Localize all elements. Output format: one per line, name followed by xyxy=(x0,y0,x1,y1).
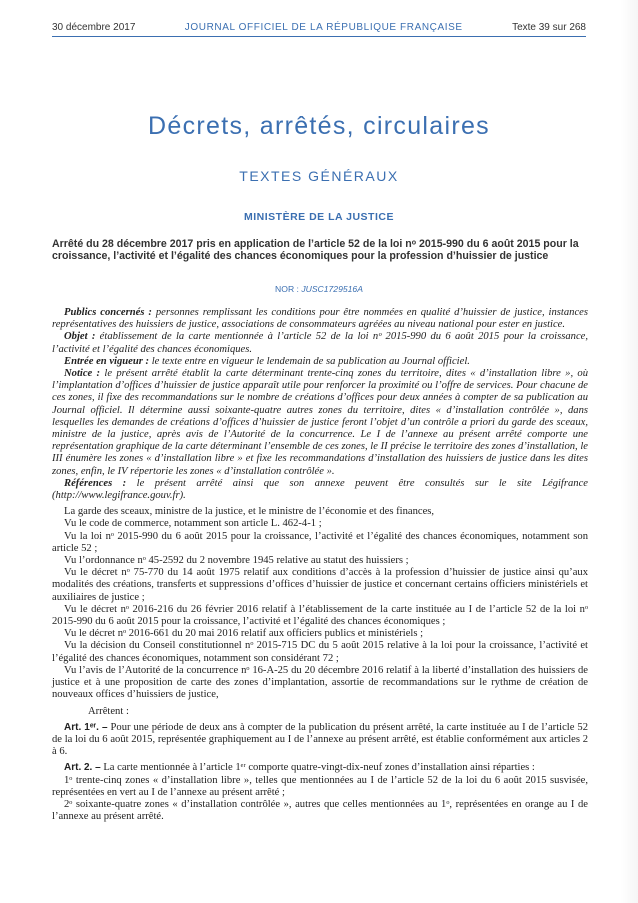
summary-paragraph xyxy=(52,331,588,355)
article-text: La carte mentionnée à l’article 1ᵉʳ comporte quatre-vingt-dix-neuf zones d’installation ainsi réparties : xyxy=(100,762,535,774)
visa-paragraph: Vu le code de commerce, notamment son article L. 462-4-1 ; xyxy=(64,518,322,530)
article-item: 1ᵒ trente-cinq zones « d’installation libre », telles que mentionnées au I de l’article 52 de la loi du 6 août 2015 susvisée, représentées en vert au I de l’annexe au présent arrêté ; xyxy=(52,774,588,798)
document-body xyxy=(52,307,588,823)
summary-paragraph xyxy=(52,356,588,368)
header-divider xyxy=(52,36,586,37)
arrete-title: Arrêté du 28 décembre 2017 pris en application de l’article 52 de la loi nᵒ 2015-990 du 6 août 2015 pour la croissance, l’activité et l’égalité des chances économiques pour la profession d’huissier de justice xyxy=(52,238,579,262)
sub-title: TEXTES GÉNÉRAUX xyxy=(239,168,399,184)
article-label: Art. 1ᵉʳ. – xyxy=(64,721,108,733)
summary-text: le présent arrêté établit la carte déterminant trente-cinq zones du territoire, dites « d’installation libre », où l’implantation d’offices d’huissier de justice apparaît utile pour renforcer la proximité ou l’offre de services. Pour chacune de ces zones, il fixe des recommandations sur le nombre de créations d’offices pour deux années à compter de sa publication au Journal officiel. Il détermine aussi soixante-quatre autres zones du territoire, dites « d’installation contrôlée », dans lesquelles les demandes de créations d’offices d’huissier de justice feront l’objet d’un contrôle a priori du garde des sceaux, ministre de la justice, après avis de l’Autorité de la concurrence. Le I de l’annexe au présent arrêté comporte une représentation graphique de la carte déterminant l’ensemble de ces zones, le II précise le territoire des zones d’installation, le III énumère les zones « d’installation libre » et fixe les recommandations d’installation des huissiers de justice dans les dites zones, enfin, le IV répertorie les zones « d’installation contrôlée ». xyxy=(52,368,588,477)
text-number: Texte 39 sur 268 xyxy=(512,22,586,33)
article-item: 2ᵒ soixante-quatre zones « d’installation contrôlée », autres que celles mentionnées au 1ᵒ, représentées en orange au I de l’annexe au présent arrêté. xyxy=(52,798,588,823)
visa-paragraph: Vu l’avis de l’Autorité de la concurrence nᵒ 16-A-25 du 20 décembre 2016 relatif à la liberté d’installation des huissiers de justice et à une proposition de carte des zones d’implantation, assortie de recommandations sur le rythme de création de nouveaux offices d’huissiers de justice, xyxy=(52,664,588,701)
article-text: Pour une période de deux ans à compter de la publication du présent arrêté, la carte instituée au I de l’article 52 de la loi du 6 août 2015, représentée graphiquement au I de l’annexe au présent arrêté, est établie conformément aux articles 2 à 6. xyxy=(52,721,588,758)
visa-paragraph: Vu le décret nᵒ 2016-216 du 26 février 2016 relatif à l’établissement de la carte instituée au I de l’article 52 de la loi nᵒ 2015-990 du 6 août 2015 pour la croissance, l’activité et l’égalité des chances économiques ; xyxy=(52,603,588,628)
summary-label: Références : xyxy=(64,477,127,489)
visa-paragraph: Vu l’ordonnance nᵒ 45-2592 du 2 novembre 1945 relative au statut des huissiers ; xyxy=(64,555,409,567)
summary-paragraph xyxy=(52,368,588,478)
article-paragraph xyxy=(52,762,588,774)
visa-paragraph: Vu la loi nᵒ 2015-990 du 6 août 2015 pour la croissance, l’activité et l’égalité des chances économiques, notamment son article 52 ; xyxy=(52,530,588,554)
page-header xyxy=(52,22,586,33)
article-paragraph xyxy=(52,722,588,759)
ministry-heading: MINISTÈRE DE LA JUSTICE xyxy=(244,211,394,223)
nor-value: JUSC1729516A xyxy=(301,284,363,294)
summary-text: le présent arrêté ainsi que son annexe peuvent être consultés sur le site Légifrance (http://www.legifrance.gouv.fr). xyxy=(52,477,588,502)
visa-paragraph: Vu la décision du Conseil constitutionnel nᵒ 2015-715 DC du 5 août 2015 relative à la loi pour la croissance, l’activité et l’égalité des chances économiques, notamment son considérant 72 ; xyxy=(52,640,588,664)
summary-text: le texte entre en vigueur le lendemain de sa publication au Journal officiel. xyxy=(149,355,470,367)
visa-paragraph: Vu le décret nᵒ 2016-661 du 20 mai 2016 relatif aux officiers publics et ministériels ; xyxy=(64,628,424,640)
page-edge-shadow xyxy=(620,0,638,903)
nor-reference xyxy=(0,284,638,294)
section-title: Décrets, arrêtés, circulaires xyxy=(148,112,490,140)
summary-paragraph xyxy=(52,478,588,502)
visa-paragraph: Vu le décret nᵒ 75-770 du 14 août 1975 relatif aux conditions d’accès à la profession d’huissier de justice ainsi qu’aux modalités des créations, transferts et suppressions d’offices d’huissier de justice et concernant certains officiers ministériels et auxiliaires de justice ; xyxy=(52,567,588,603)
summary-text: personnes remplissant les conditions pour être nommées en qualité d’huissier de justice, instances représentatives des huissiers de justice, associations de consommateurs agréées au niveau national pour ester en justice. xyxy=(52,307,588,331)
journal-name: JOURNAL OFFICIEL DE LA RÉPUBLIQUE FRANÇAISE xyxy=(184,22,463,33)
summary-paragraph xyxy=(52,307,588,331)
summary-label: Entrée en vigueur : xyxy=(64,355,150,367)
arretent-line: Arrêtent : xyxy=(88,705,129,717)
header-date: 30 décembre 2017 xyxy=(52,22,136,33)
summary-text: établissement de la carte mentionnée à l’article 52 de la loi nᵒ 2015-990 du 6 août 2015 pour la croissance, l’activité et l’égalité des chances économiques. xyxy=(52,331,588,355)
summary-label: Notice : xyxy=(64,368,101,380)
article-label: Art. 2. – xyxy=(64,762,101,774)
nor-label: NOR : xyxy=(275,284,302,294)
visa-paragraph: La garde des sceaux, ministre de la justice, et le ministre de l’économie et des finances, xyxy=(64,506,435,518)
summary-label: Objet : xyxy=(64,331,96,343)
summary-label: Publics concernés : xyxy=(64,307,152,318)
